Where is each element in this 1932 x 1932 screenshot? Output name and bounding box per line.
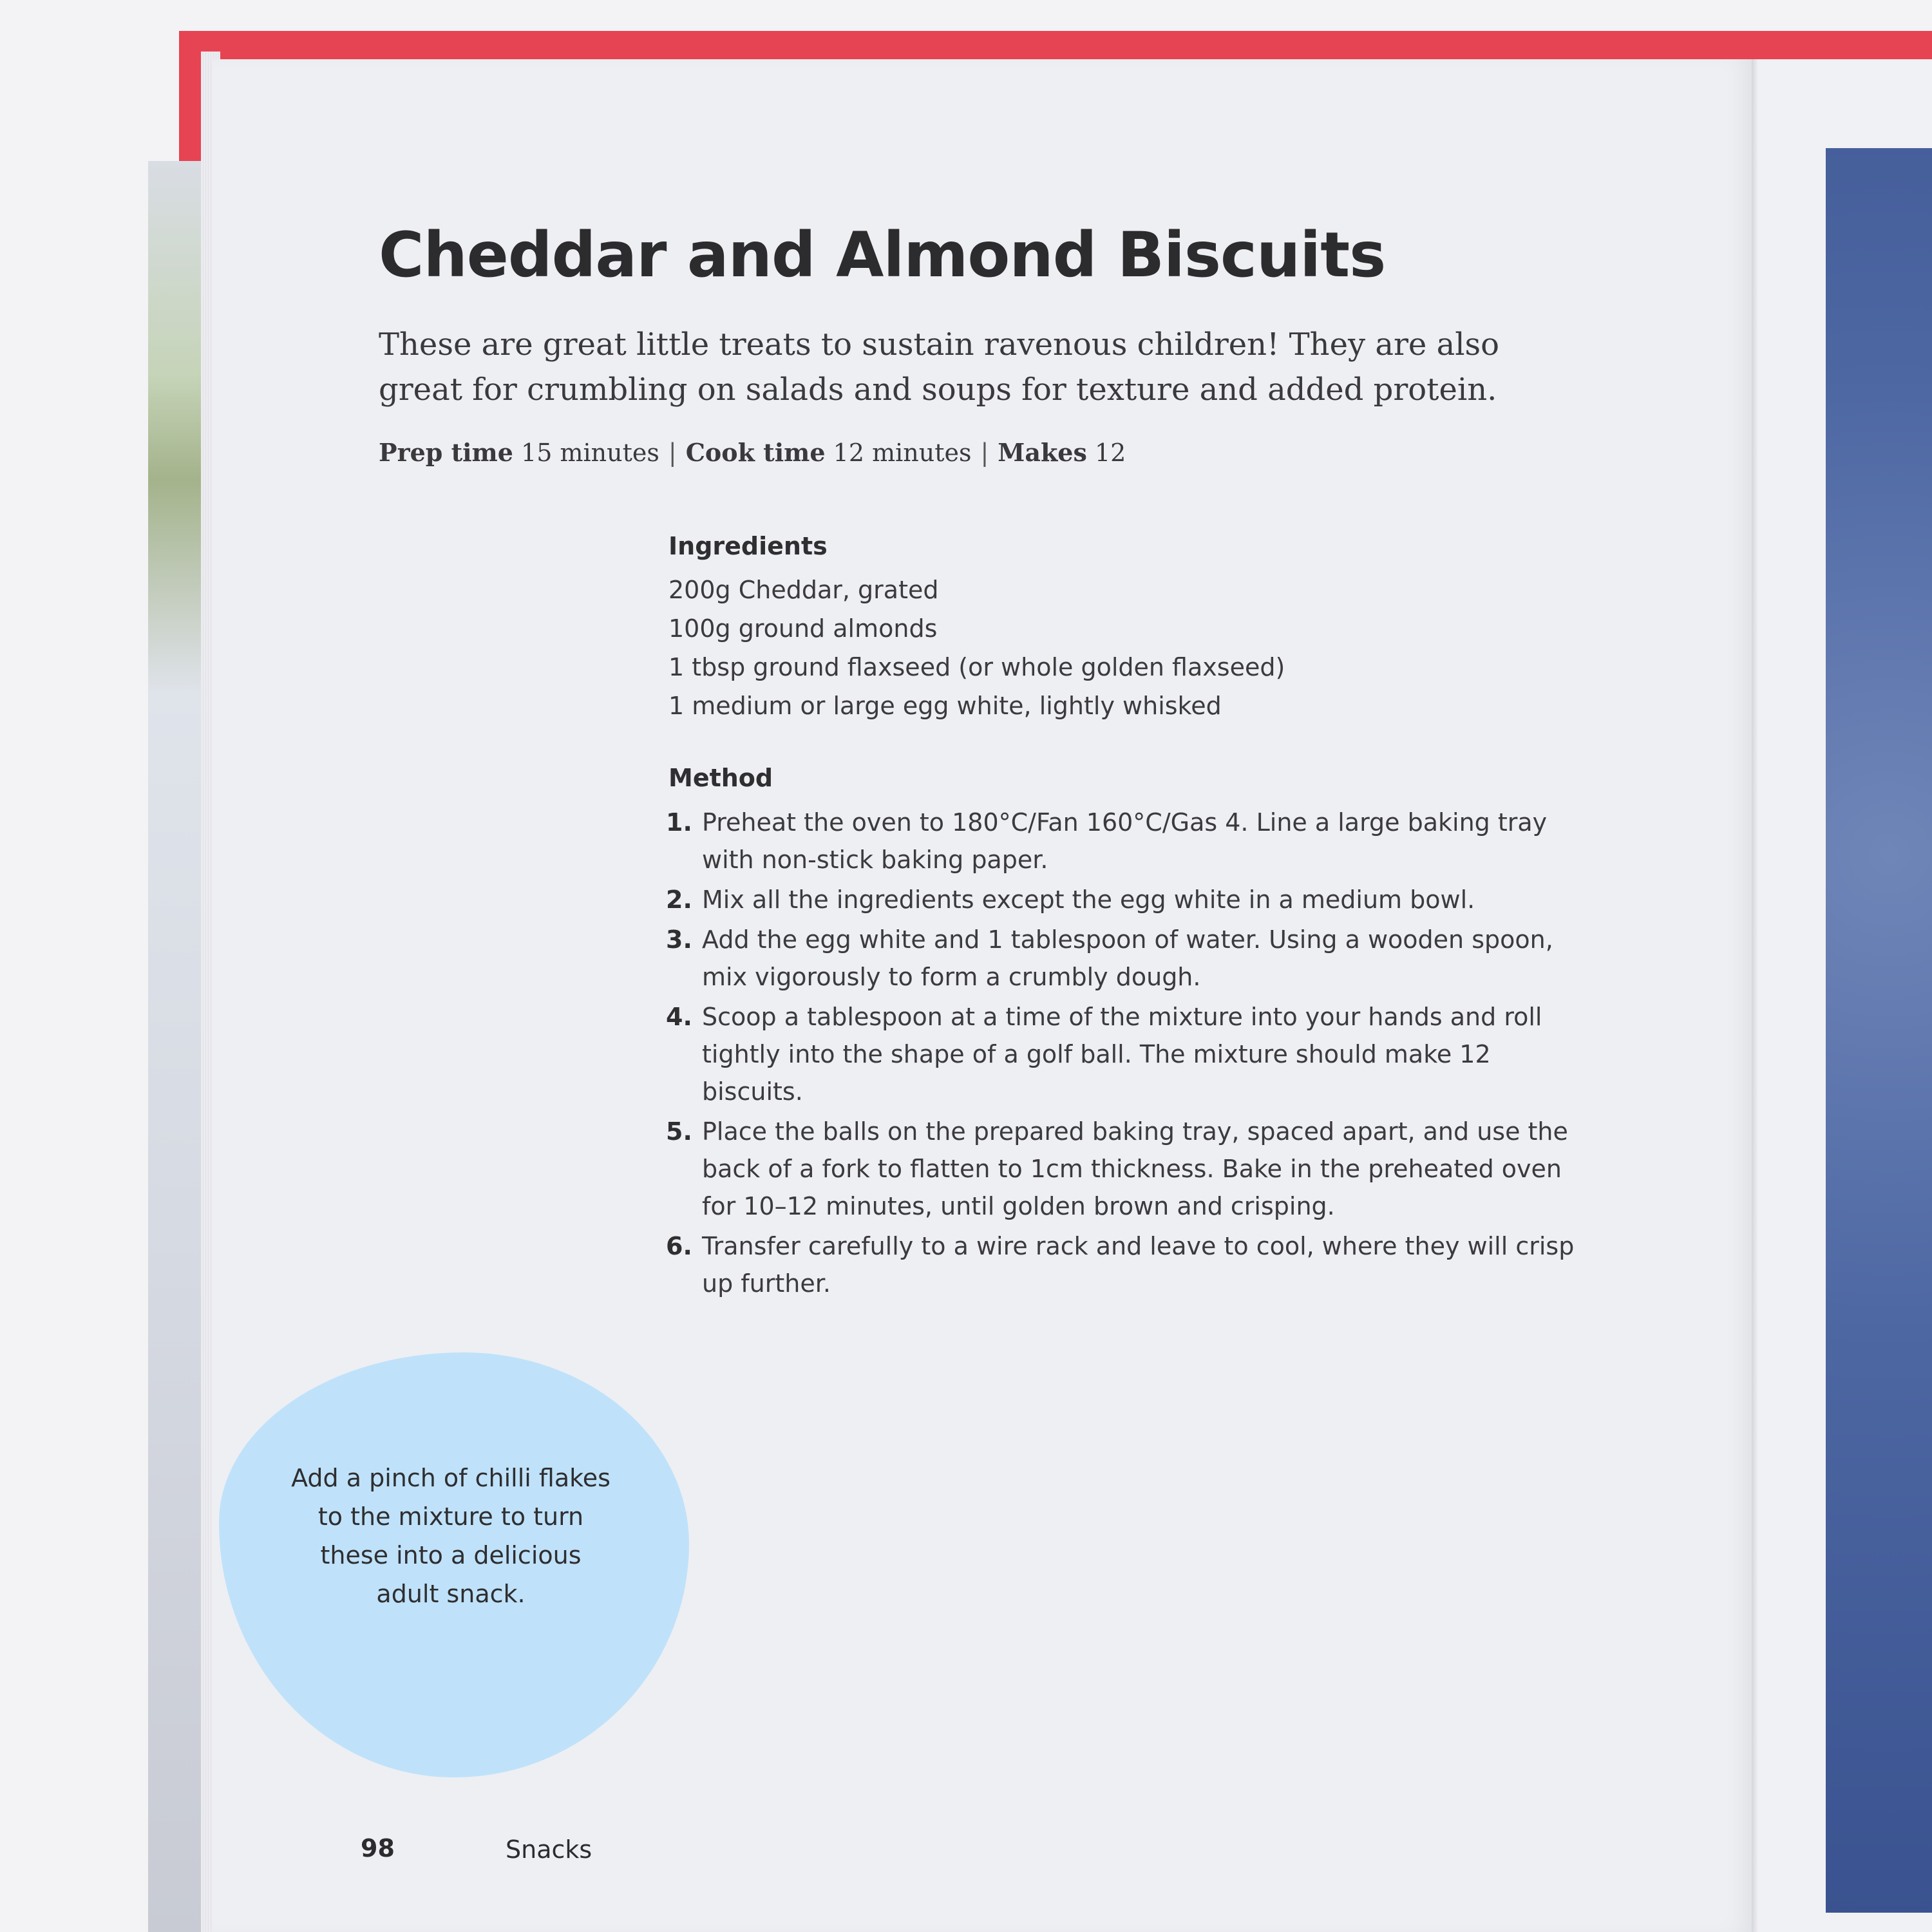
step-number: 4. [666, 1003, 692, 1031]
step-text: Preheat the oven to 180°C/Fan 160°C/Gas 4. Line a large baking tray with non-stick baking paper. [702, 808, 1548, 874]
method-step [666, 1113, 1593, 1225]
recipe-intro: These are great little treats to sustain ravenous children! They are also great for crumbling on salads and soups for texture and added protein. [379, 327, 1500, 408]
makes-label: Makes [998, 438, 1087, 467]
previous-page-photo [148, 161, 206, 1932]
method-list [666, 804, 1593, 1305]
recipe-title: Cheddar and Almond Biscuits [379, 219, 1386, 291]
method-step [666, 881, 1593, 918]
ingredient-item: 200g Cheddar, grated [668, 576, 939, 604]
prep-time-value: 15 minutes [521, 439, 659, 467]
step-number: 5. [666, 1117, 692, 1146]
step-number: 1. [666, 808, 692, 837]
ingredient-item: 1 medium or large egg white, lightly whisked [668, 692, 1222, 720]
recipe-meta [379, 438, 1126, 467]
step-number: 6. [666, 1232, 692, 1260]
makes-value: 12 [1094, 439, 1126, 467]
page-number: 98 [361, 1834, 395, 1862]
tip-text: Add a pinch of chilli flakes to the mixture to turn these into a delicious adult snack. [291, 1464, 611, 1608]
cook-time-value: 12 minutes [833, 439, 972, 467]
ingredients-heading: Ingredients [668, 532, 828, 560]
method-step [666, 998, 1593, 1110]
step-text: Transfer carefully to a wire rack and leave to cool, where they will crisp up further. [702, 1232, 1575, 1298]
step-number: 3. [666, 925, 692, 954]
step-text: Mix all the ingredients except the egg white in a medium bowl. [702, 886, 1475, 914]
method-heading: Method [668, 764, 773, 792]
section-name: Snacks [506, 1835, 592, 1864]
book-gutter [1752, 59, 1758, 1932]
meta-separator: | [668, 439, 677, 467]
method-step [666, 804, 1593, 878]
step-text: Scoop a tablespoon at a time of the mixture into your hands and roll tightly into the shape of a golf ball. The mixture should make 12 biscuits. [702, 1003, 1542, 1106]
method-step [666, 921, 1593, 996]
step-number: 2. [666, 886, 692, 914]
meta-separator: | [980, 439, 989, 467]
prep-time-label: Prep time [379, 438, 513, 467]
step-text: Add the egg white and 1 tablespoon of water. Using a wooden spoon, mix vigorously to form a crumbly dough. [702, 925, 1553, 991]
ingredient-item: 100g ground almonds [668, 614, 938, 643]
ingredients-list [668, 571, 1285, 725]
cook-time-label: Cook time [685, 438, 826, 467]
step-text: Place the balls on the prepared baking tray, spaced apart, and use the back of a fork to flatten to 1cm thickness. Bake in the preheated oven for 10–12 minutes, until golden brown and crisping. [702, 1117, 1568, 1220]
food-photo [1826, 148, 1932, 1913]
method-step [666, 1227, 1593, 1302]
ingredient-item: 1 tbsp ground flaxseed (or whole golden flaxseed) [668, 653, 1285, 681]
